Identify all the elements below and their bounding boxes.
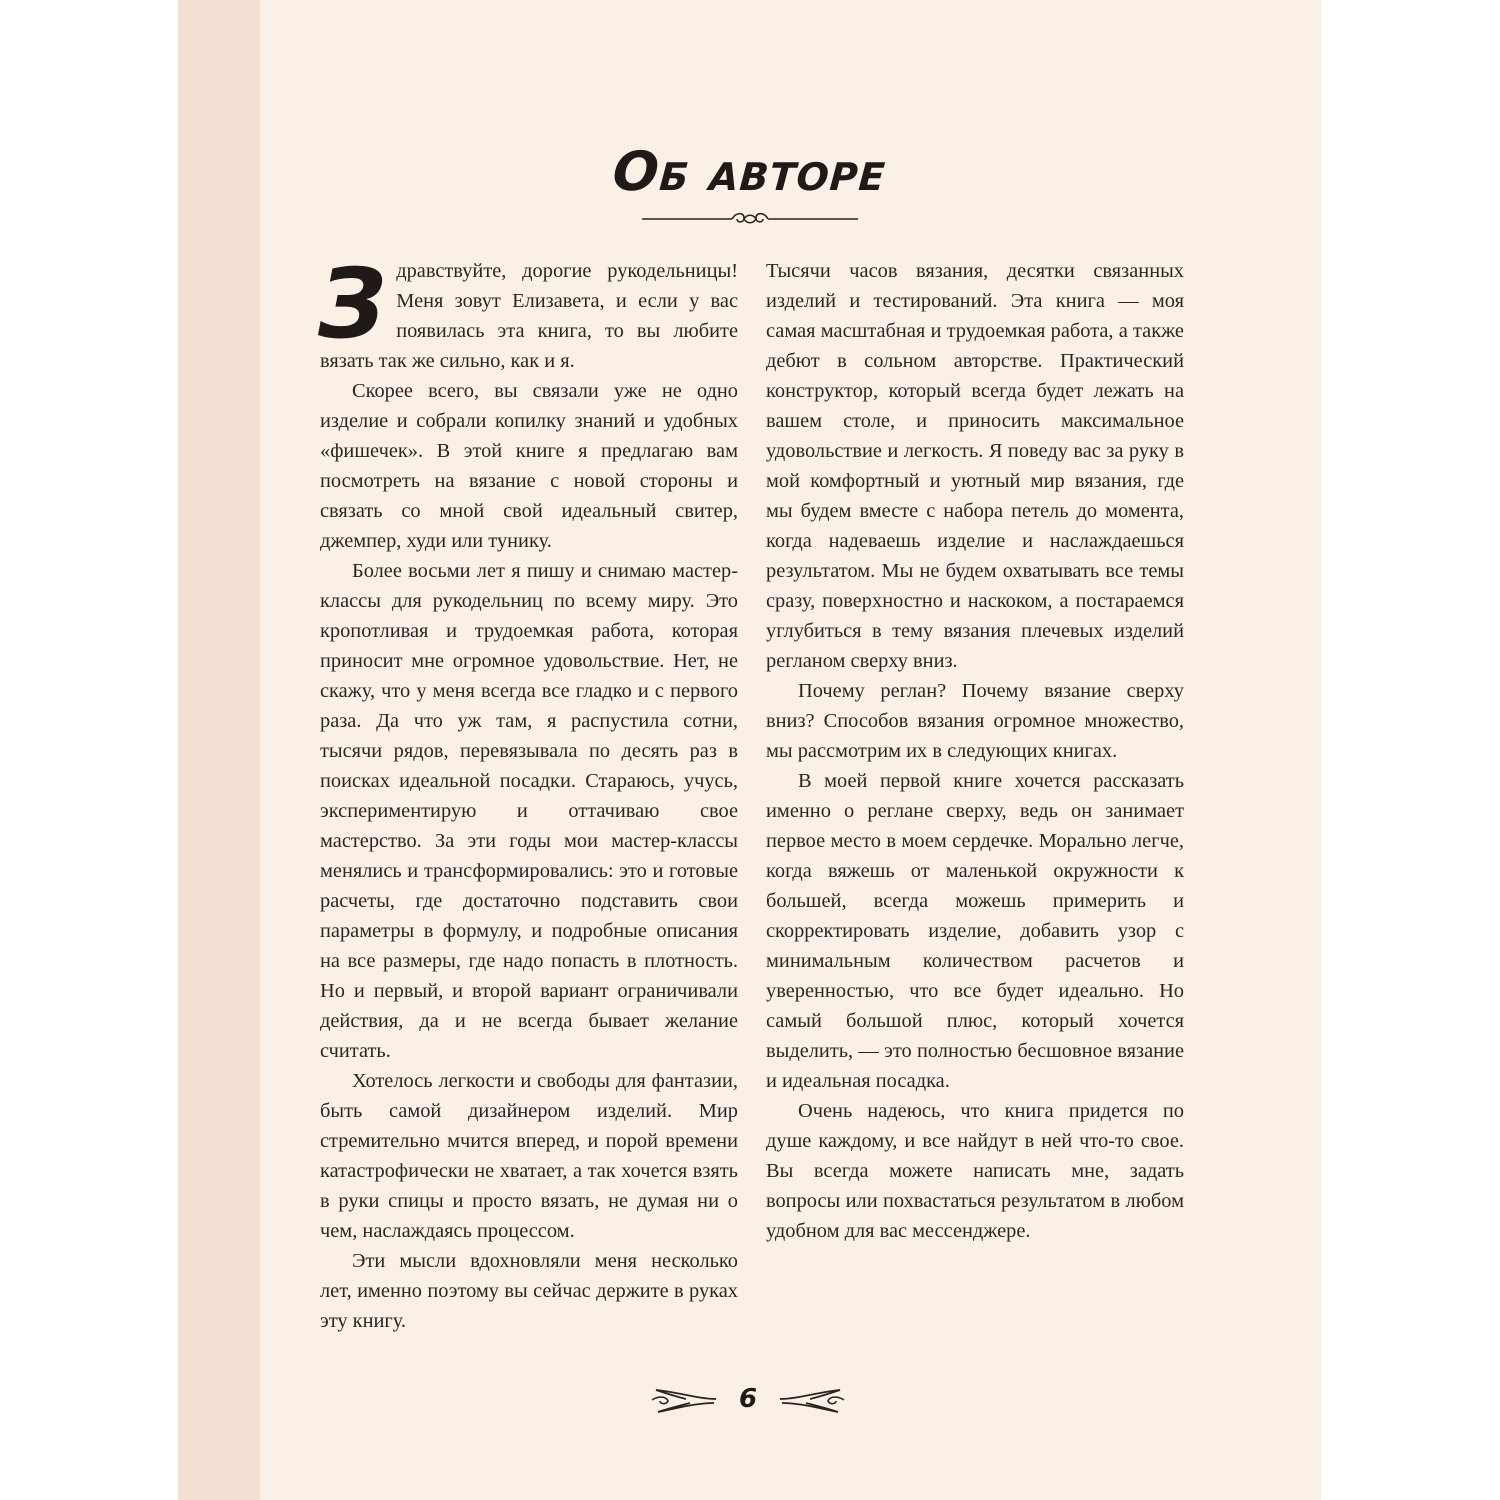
paragraph: В моей первой книге хочется рассказать именно о реглане сверху, ведь он занимает первое место в моем сердечке. Морально легче, когда вяжешь от маленькой окружности к большей, всегда можешь примерить и скорректировать изделие, добавить узор с минимальным количеством расчетов и уверенностью, что все будет идеально. Но самый большой плюс, который хочется выделить, — это полностью бесшовное вязание и идеальная посадка.: [766, 770, 1184, 1092]
page-spine: [178, 0, 260, 1500]
page-footer: [648, 1380, 848, 1430]
paragraph: Скорее всего, вы связали уже не одно изделие и собрали копилку знаний и удобных «фишечек». В этой книге я предлагаю вам посмотреть на вязание с новой стороны и связать со мной свой идеальный свитер, джемпер, худи или тунику.: [320, 380, 738, 552]
title-flourish-icon: [640, 208, 860, 230]
left-text-column: [318, 248, 738, 1336]
book-page: [178, 0, 1321, 1500]
paragraph-text: дравствуйте, дорогие рукодельницы! Меня зовут Елизавета, и если у вас появилась эта книга, то вы любите вязать так же сильно, как и я.: [320, 260, 738, 372]
footer-flourish-right-icon: [778, 1386, 848, 1416]
paragraph: [318, 248, 738, 376]
paragraph: Тысячи часов вязания, десятки связанных изделий и тестирований. Эта книга — моя самая масштабная и трудоемкая работа, а также дебют в сольном авторстве. Практический конструктор, который всегда будет лежать на вашем столе, и приносить максимальное удовольствие и легкость. Я поведу вас за руку в мой комфортный и уютный мир вязания, где мы будем вместе с набора петель до момента, когда надеваешь изделие и наслаждаешься результатом. Мы не будем охватывать все темы сразу, поверхностно и наскоком, а постараемся углубиться в тему вязания плечевых изделий регланом сверху вниз.: [766, 260, 1184, 672]
paragraph: Очень надеюсь, что книга придется по душе каждому, и все найдут в ней что-то свое. Вы всегда можете написать мне, задать вопросы или похвастаться результатом в любом удобном для вас мессенджере.: [766, 1100, 1184, 1242]
page-title: Об авторе: [610, 140, 889, 203]
paragraph: Эти мысли вдохновляли меня несколько лет, именно поэтому вы сейчас держите в руках эту книгу.: [320, 1250, 738, 1332]
paragraph: Более восьми лет я пишу и снимаю мастер-классы для рукодельниц по всему миру. Это кропотливая и трудоемкая работа, которая приносит мне огромное удовольствие. Нет, не скажу, что у меня всегда все гладко и с первого раза. Да что уж там, я распустила сотни, тысячи рядов, перевязывала по десять раз в поисках идеальной посадки. Стараюсь, учусь, экспериментирую и оттачиваю свое мастерство. За эти годы мои мастер-классы менялись и трансформировались: это и готовые расчеты, где достаточно подставить свои параметры в формулу, и подробные описания на все размеры, где надо попасть в плотность. Но и первый, и второй вариант ограничивали действия, да и не всегда бывает желание считать.: [320, 560, 738, 1062]
drop-cap: З: [318, 248, 387, 360]
paragraph: Хотелось легкости и свободы для фантазии, быть самой дизайнером изделий. Мир стремительно мчится вперед, и порой времени катастрофически не хватает, а так хочется взять в руки спицы и просто вязать, не думая ни о чем, наслаждаясь процессом.: [320, 1070, 738, 1242]
right-text-column: [766, 256, 1184, 1246]
page-number: 6: [738, 1384, 758, 1414]
paragraph: Почему реглан? Почему вязание сверху вниз? Способов вязания огромное множество, мы рассмотрим их в следующих книгах.: [766, 680, 1184, 762]
